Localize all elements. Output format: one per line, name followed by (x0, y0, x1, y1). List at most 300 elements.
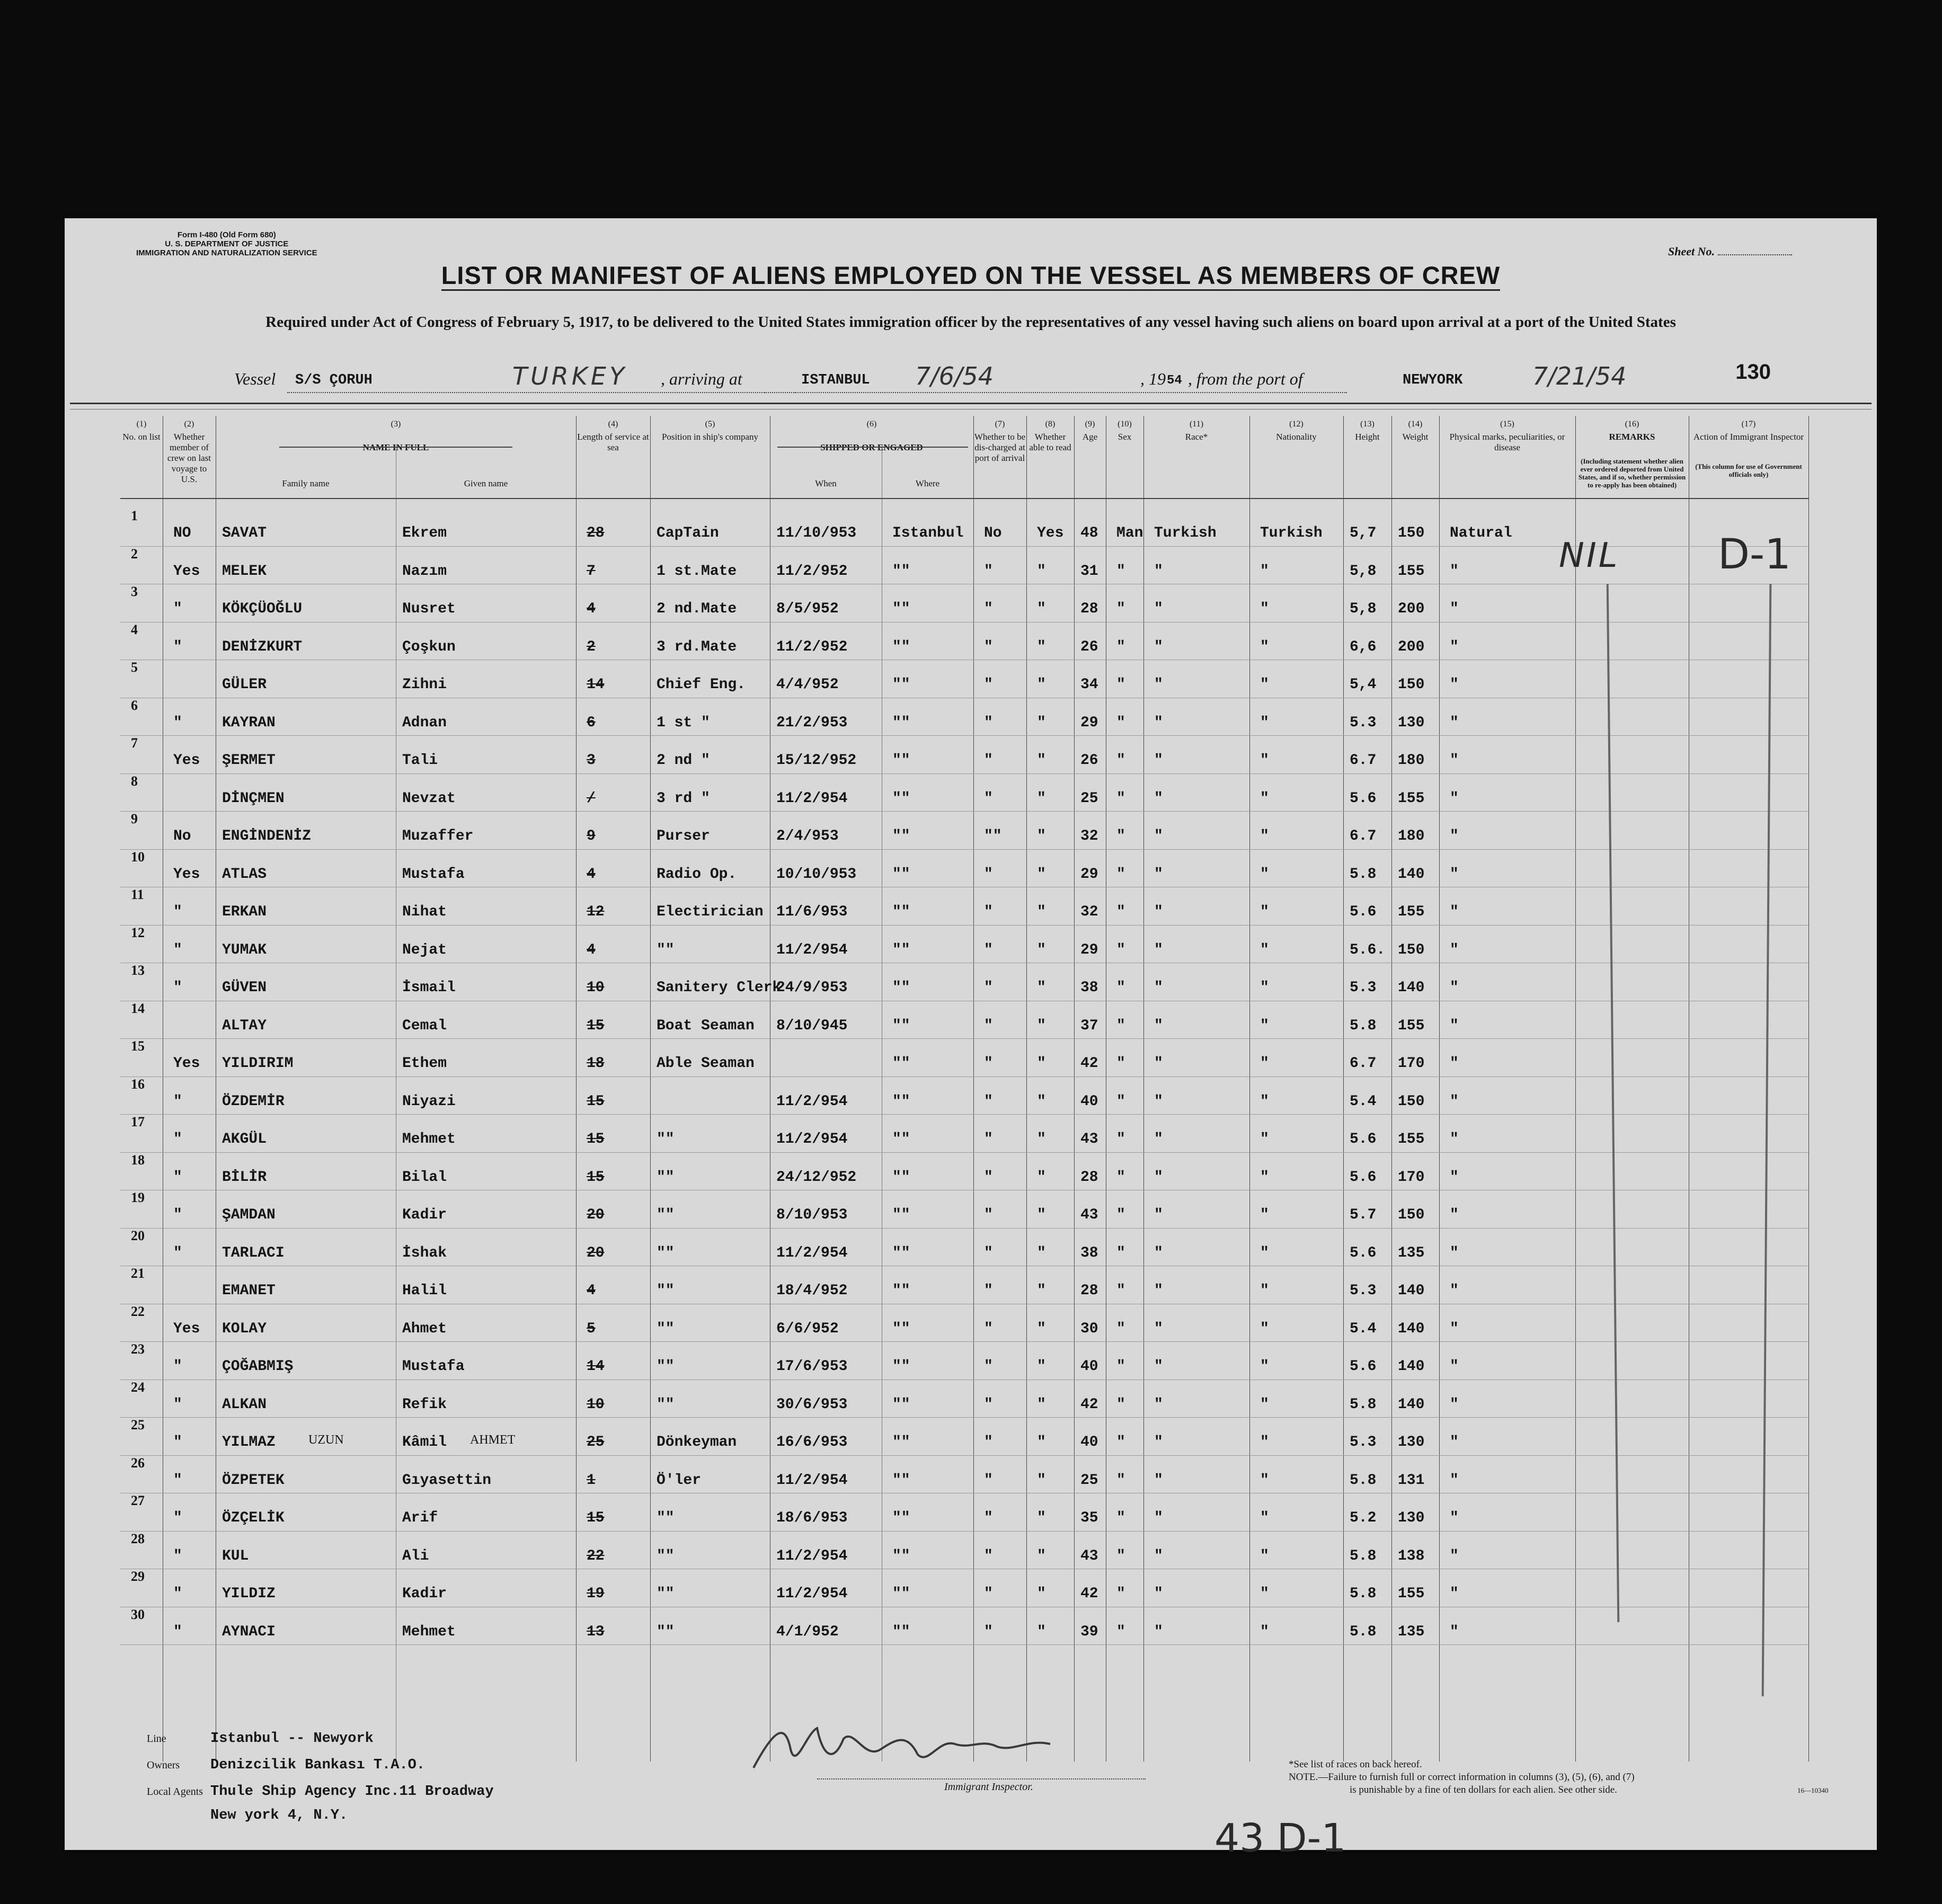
cell-family: ERKAN (222, 904, 267, 920)
cell-where: "" (892, 714, 910, 731)
agents-value: Thule Ship Agency Inc.11 Broadway (210, 1784, 494, 1800)
cell-race: " (1154, 1586, 1163, 1602)
cell-where: "" (892, 1320, 910, 1337)
cell-age: 28 (1080, 601, 1098, 617)
cell-family: YILMAZ (222, 1434, 276, 1451)
cell-last: " (173, 1510, 182, 1526)
cell-position: Electirician (657, 904, 764, 920)
cell-when: 16/6/953 (776, 1434, 848, 1451)
cell-when: 8/10/945 (776, 1017, 848, 1034)
cell-when: 11/2/954 (776, 941, 848, 958)
cell-when: 18/6/953 (776, 1510, 848, 1526)
cell-race: " (1154, 1093, 1163, 1110)
cell-service: / (587, 790, 596, 807)
cell-where: "" (892, 1169, 910, 1186)
cell-service: 22 (587, 1547, 605, 1564)
cell-disch: " (984, 1283, 993, 1299)
cell-given: Ekrem (402, 525, 447, 541)
column-label: Whether able to read (1029, 432, 1071, 452)
row-number: 2 (131, 546, 138, 562)
cell-marks: " (1450, 1055, 1459, 1072)
cell-last: " (173, 601, 182, 617)
row-number: 1 (131, 508, 138, 523)
cell-family-correction: UZUN (308, 1433, 344, 1447)
row-number: 11 (131, 887, 144, 902)
cell-given: Nihat (402, 904, 447, 920)
column-label: Whether member of crew on last voyage to U.S. (167, 432, 211, 484)
page-title: LIST OR MANIFEST OF ALIENS EMPLOYED ON THE VESSEL AS MEMBERS OF CREW (65, 261, 1877, 290)
cell-position: "" (657, 941, 675, 958)
cell-read: " (1037, 1547, 1046, 1564)
cell-service: 4 (587, 866, 596, 883)
column-rule (1808, 416, 1809, 1761)
cell-race: " (1154, 714, 1163, 731)
column-header (770, 419, 973, 453)
cell-position: "" (657, 1396, 675, 1413)
cell-weight: 200 (1398, 601, 1425, 617)
column-label: No. on list (122, 432, 161, 442)
cell-sex: " (1116, 828, 1125, 844)
cell-weight: 140 (1398, 1358, 1425, 1375)
cell-read: " (1037, 1093, 1046, 1110)
cell-position: Sanitery Clerk (657, 980, 782, 996)
cell-marks: " (1450, 941, 1459, 958)
cell-given: Kâmil (402, 1434, 447, 1451)
cell-position: Purser (657, 828, 710, 844)
cell-service: 10 (587, 1396, 605, 1413)
note-1: *See list of races on back hereof. (1289, 1759, 1422, 1770)
form-dept: U. S. DEPARTMENT OF JUSTICE (165, 239, 289, 248)
cell-where: "" (892, 601, 910, 617)
row-number: 20 (131, 1227, 145, 1243)
column-label: Weight (1402, 432, 1429, 442)
cell-marks: " (1450, 601, 1459, 617)
cell-age: 39 (1080, 1623, 1098, 1640)
cell-read: " (1037, 1244, 1046, 1261)
cell-service: 9 (587, 828, 596, 844)
cell-family: KÖKÇÜOĞLU (222, 601, 303, 617)
cell-height: 5.6 (1350, 1131, 1377, 1147)
owners-label: Owners (147, 1759, 180, 1771)
cell-nat: " (1260, 1055, 1269, 1072)
column-rule (650, 416, 651, 1761)
cell-weight: 155 (1398, 1586, 1425, 1602)
line-label: Line (147, 1733, 166, 1745)
cell-family: MELEK (222, 563, 267, 580)
cell-marks: " (1450, 1131, 1459, 1147)
cell-race: " (1154, 1244, 1163, 1261)
cell-given: Mustafa (402, 1358, 465, 1375)
cell-age: 29 (1080, 866, 1098, 883)
row-rule (120, 1644, 1808, 1645)
cell-service: 12 (587, 904, 605, 920)
cell-read: " (1037, 866, 1046, 883)
cell-disch: " (984, 601, 993, 617)
column-number: (5) (705, 420, 715, 429)
header-rule (279, 447, 512, 448)
cell-family: ŞERMET (222, 752, 276, 769)
cell-given: Bilal (402, 1169, 447, 1186)
arriving-hand: 7/6/54 (915, 362, 994, 390)
cell-read: Yes (1037, 525, 1064, 541)
cell-position: Able Seaman (657, 1055, 755, 1072)
cell-read: " (1037, 980, 1046, 996)
cell-sex: " (1116, 752, 1125, 769)
cell-race: " (1154, 1055, 1163, 1072)
cell-family: AKGÜL (222, 1131, 267, 1147)
column-header (576, 419, 650, 453)
cell-marks: " (1450, 638, 1459, 655)
cell-weight: 135 (1398, 1244, 1425, 1261)
cell-nat: " (1260, 1586, 1269, 1602)
column-rule (1343, 416, 1344, 1761)
cell-where: "" (892, 1358, 910, 1375)
cell-disch: " (984, 1586, 993, 1602)
cell-marks: " (1450, 866, 1459, 883)
column-number: (7) (995, 420, 1005, 429)
cell-read: " (1037, 1396, 1046, 1413)
cell-age: 43 (1080, 1131, 1098, 1147)
column-header (1689, 419, 1808, 442)
cell-marks: " (1450, 1510, 1459, 1526)
row-rule (120, 1038, 1808, 1039)
row-number: 26 (131, 1455, 145, 1471)
column-label: REMARKS (1609, 432, 1655, 442)
cell-marks: " (1450, 1093, 1459, 1110)
column-header (1391, 419, 1439, 442)
cell-sex: " (1116, 1358, 1125, 1375)
cell-disch: " (984, 1055, 993, 1072)
column-label: Length of service at sea (577, 432, 649, 452)
cell-read: " (1037, 1017, 1046, 1034)
cell-position: Dönkeyman (657, 1434, 737, 1451)
cell-race: " (1154, 677, 1163, 693)
cell-nat: " (1260, 1472, 1269, 1489)
cell-weight: 180 (1398, 752, 1425, 769)
cell-nat: " (1260, 1131, 1269, 1147)
column-number: (14) (1408, 420, 1423, 429)
cell-position: "" (657, 1169, 675, 1186)
cell-family: ÖZDEMİR (222, 1093, 285, 1110)
cell-when: 11/2/952 (776, 638, 848, 655)
from-hand: 7/21/54 (1532, 362, 1627, 390)
cell-nat: " (1260, 866, 1269, 883)
remarks-note: (Including statement whether alien ever ordered deported from United States, and if so, whether permission to re-apply has been obtained) (1578, 457, 1686, 489)
row-rule (120, 1114, 1808, 1115)
cell-when: 6/6/952 (776, 1320, 839, 1337)
cell-marks: " (1450, 790, 1459, 807)
cell-given: Nazım (402, 563, 447, 580)
column-label: Height (1355, 432, 1380, 442)
cell-last: " (173, 1093, 182, 1110)
cell-when: 18/4/952 (776, 1283, 848, 1299)
cell-where: "" (892, 1434, 910, 1451)
cell-race: " (1154, 1472, 1163, 1489)
cell-family: KAYRAN (222, 714, 276, 731)
column-number: (11) (1189, 420, 1204, 429)
divider (70, 409, 1872, 410)
cell-position: Boat Seaman (657, 1017, 755, 1034)
cell-service: 15 (587, 1510, 605, 1526)
cell-when: 30/6/953 (776, 1396, 848, 1413)
cell-last: " (173, 1358, 182, 1375)
cell-age: 35 (1080, 1510, 1098, 1526)
cell-height: 5.8 (1350, 1017, 1377, 1034)
cell-sex: " (1116, 980, 1125, 996)
cell-sex: " (1116, 904, 1125, 920)
cell-marks: " (1450, 563, 1459, 580)
remarks-handwriting: NIL (1559, 536, 1620, 575)
row-rule (120, 1152, 1808, 1153)
cell-age: 42 (1080, 1396, 1098, 1413)
cell-weight: 170 (1398, 1055, 1425, 1072)
cell-sex: Man (1116, 525, 1143, 541)
cell-sex: " (1116, 714, 1125, 731)
cell-sex: " (1116, 866, 1125, 883)
cell-family: GÜLER (222, 677, 267, 693)
cell-marks: " (1450, 1586, 1459, 1602)
cell-given: Halil (402, 1283, 447, 1299)
cell-when: 2/4/953 (776, 828, 839, 844)
cell-height: 5.8 (1350, 1623, 1377, 1640)
cell-height: 5,4 (1350, 677, 1377, 693)
subheader-given: Given name (464, 478, 508, 488)
vessel-label: Vessel (234, 369, 276, 388)
cell-when: 11/2/954 (776, 1244, 848, 1261)
column-header (1343, 419, 1391, 442)
cell-given: Niyazi (402, 1093, 456, 1110)
inspector-label: Immigrant Inspector. (944, 1781, 1033, 1793)
cell-last: " (173, 904, 182, 920)
cell-family: AYNACI (222, 1623, 276, 1640)
cell-service: 20 (587, 1207, 605, 1223)
cell-family: ŞAMDAN (222, 1207, 276, 1223)
cell-when: 4/4/952 (776, 677, 839, 693)
row-number: 5 (131, 660, 138, 675)
cell-last: Yes (173, 866, 200, 883)
cell-age: 25 (1080, 790, 1098, 807)
subheader-family: Family name (282, 478, 330, 488)
cell-marks: " (1450, 1169, 1459, 1186)
cell-race: " (1154, 941, 1163, 958)
cell-nat: " (1260, 1623, 1269, 1640)
cell-given-correction: AHMET (470, 1433, 516, 1447)
note-2: NOTE.—Failure to furnish full or correct information in columns (3), (5), (6), and (7) (1289, 1772, 1635, 1783)
cell-last: " (173, 1207, 182, 1223)
cell-when: 11/10/953 (776, 525, 857, 541)
cell-given: Muzaffer (402, 828, 474, 844)
row-number: 4 (131, 621, 138, 637)
cell-given: Mehmet (402, 1131, 456, 1147)
cell-position: 2 nd.Mate (657, 601, 737, 617)
cell-read: " (1037, 1434, 1046, 1451)
cell-sex: " (1116, 638, 1125, 655)
cell-disch: " (984, 1207, 993, 1223)
manifest-sheet (65, 218, 1877, 1861)
column-header (1143, 419, 1249, 442)
cell-marks: " (1450, 1623, 1459, 1640)
cell-sex: " (1116, 1472, 1125, 1489)
inspector-line (817, 1778, 1146, 1780)
column-header (650, 419, 770, 442)
cell-weight: 155 (1398, 1131, 1425, 1147)
cell-nat: " (1260, 563, 1269, 580)
row-number: 9 (131, 811, 138, 826)
cell-disch: " (984, 904, 993, 920)
cell-marks: " (1450, 1547, 1459, 1564)
cell-weight: 150 (1398, 525, 1425, 541)
column-label: Whether to be dis-charged at port of arrival (974, 432, 1026, 463)
owners-value: Denizcilik Bankası T.A.O. (210, 1757, 425, 1773)
cell-sex: " (1116, 1586, 1125, 1602)
cell-age: 32 (1080, 904, 1098, 920)
column-header (163, 419, 216, 485)
cell-where: "" (892, 1547, 910, 1564)
cell-service: 13 (587, 1623, 605, 1640)
cell-nat: " (1260, 980, 1269, 996)
cell-disch: " (984, 1358, 993, 1375)
cell-given: Ethem (402, 1055, 447, 1072)
row-rule (120, 1341, 1808, 1342)
cell-given: Nevzat (402, 790, 456, 807)
cell-nat: " (1260, 828, 1269, 844)
cell-sex: " (1116, 677, 1125, 693)
cell-nat: " (1260, 941, 1269, 958)
column-label: Age (1082, 432, 1098, 442)
cell-given: Arif (402, 1510, 438, 1526)
cell-read: " (1037, 1586, 1046, 1602)
cell-read: " (1037, 1169, 1046, 1186)
cell-service: 19 (587, 1586, 605, 1602)
cell-family: GÜVEN (222, 980, 267, 996)
cell-age: 28 (1080, 1283, 1098, 1299)
cell-where: "" (892, 828, 910, 844)
row-number: 3 (131, 584, 138, 599)
cell-where: "" (892, 1283, 910, 1299)
cell-read: " (1037, 677, 1046, 693)
cell-service: 20 (587, 1244, 605, 1261)
cell-last: " (173, 1547, 182, 1564)
cell-race: " (1154, 1017, 1163, 1034)
cell-where: "" (892, 904, 910, 920)
row-number: 22 (131, 1303, 145, 1319)
cell-sex: " (1116, 1623, 1125, 1640)
cell-last: NO (173, 525, 191, 541)
cell-position: "" (657, 1244, 675, 1261)
cell-sex: " (1116, 1131, 1125, 1147)
cell-where: "" (892, 752, 910, 769)
cell-age: 38 (1080, 1244, 1098, 1261)
cell-disch: " (984, 563, 993, 580)
column-label: Physical marks, peculiarities, or disease (1449, 432, 1565, 452)
column-label: Nationality (1276, 432, 1317, 442)
cell-read: " (1037, 563, 1046, 580)
cell-where: "" (892, 1510, 910, 1526)
subtitle: Required under Act of Congress of February 5, 1917, to be delivered to the United States immigration officer by the representatives of any vessel having such aliens on board upon arrival at a port of the United States (265, 314, 1676, 331)
cell-read: " (1037, 790, 1046, 807)
cell-race: " (1154, 980, 1163, 996)
cell-read: " (1037, 1623, 1046, 1640)
bottom-handwriting: 43 D-1 (1214, 1816, 1346, 1861)
cell-disch: " (984, 752, 993, 769)
cell-nat: " (1260, 790, 1269, 807)
cell-height: 5.6. (1350, 941, 1386, 958)
cell-given: Nusret (402, 601, 456, 617)
from-label: , from the port of (1188, 369, 1303, 388)
cell-weight: 155 (1398, 904, 1425, 920)
cell-marks: " (1450, 1358, 1459, 1375)
cell-sex: " (1116, 1093, 1125, 1110)
cell-read: " (1037, 904, 1046, 920)
cell-service: 4 (587, 601, 596, 617)
cell-height: 5.8 (1350, 1586, 1377, 1602)
row-number: 23 (131, 1341, 145, 1357)
cell-disch: " (984, 1131, 993, 1147)
cell-marks: " (1450, 980, 1459, 996)
cell-height: 5.3 (1350, 714, 1377, 731)
cell-disch: " (984, 1623, 993, 1640)
cell-given: Ali (402, 1547, 429, 1564)
cell-disch: " (984, 1396, 993, 1413)
column-number: (2) (184, 420, 194, 429)
cell-marks: " (1450, 1283, 1459, 1299)
cell-race: " (1154, 1358, 1163, 1375)
cell-age: 40 (1080, 1434, 1098, 1451)
cell-service: 25 (587, 1434, 605, 1451)
column-header (1439, 419, 1575, 453)
cell-nat: " (1260, 1093, 1269, 1110)
cell-age: 37 (1080, 1017, 1098, 1034)
cell-race: " (1154, 1131, 1163, 1147)
cell-read: " (1037, 714, 1046, 731)
cell-disch: " (984, 1244, 993, 1261)
cell-height: 5.6 (1350, 1169, 1377, 1186)
cell-last: " (173, 1434, 182, 1451)
cell-marks: " (1450, 1320, 1459, 1337)
cell-marks: " (1450, 1244, 1459, 1261)
cell-position: 1 st.Mate (657, 563, 737, 580)
cell-given: Kadir (402, 1586, 447, 1602)
cell-nat: " (1260, 1207, 1269, 1223)
cell-height: 6.7 (1350, 828, 1377, 844)
column-header (120, 419, 163, 442)
cell-weight: 131 (1398, 1472, 1425, 1489)
cell-read: " (1037, 752, 1046, 769)
vessel-line (234, 362, 1845, 396)
cell-height: 5.4 (1350, 1320, 1377, 1337)
cell-family: DİNÇMEN (222, 790, 285, 807)
cell-position: Ö'ler (657, 1472, 702, 1489)
cell-where: "" (892, 1396, 910, 1413)
cell-sex: " (1116, 1207, 1125, 1223)
subheader-when: When (815, 478, 837, 488)
cell-when: 11/2/954 (776, 790, 848, 807)
cell-height: 5.6 (1350, 790, 1377, 807)
cell-where: "" (892, 1055, 910, 1072)
cell-family: BİLİR (222, 1169, 267, 1186)
row-rule (120, 1417, 1808, 1418)
column-number: (15) (1500, 420, 1514, 429)
cell-when: 17/6/953 (776, 1358, 848, 1375)
row-number: 25 (131, 1417, 145, 1433)
cell-age: 42 (1080, 1055, 1098, 1072)
cell-service: 14 (587, 1358, 605, 1375)
cell-position: "" (657, 1586, 675, 1602)
cell-race: " (1154, 866, 1163, 883)
cell-weight: 140 (1398, 1320, 1425, 1337)
page-number: 130 (1735, 360, 1771, 384)
cell-nat: " (1260, 1169, 1269, 1186)
